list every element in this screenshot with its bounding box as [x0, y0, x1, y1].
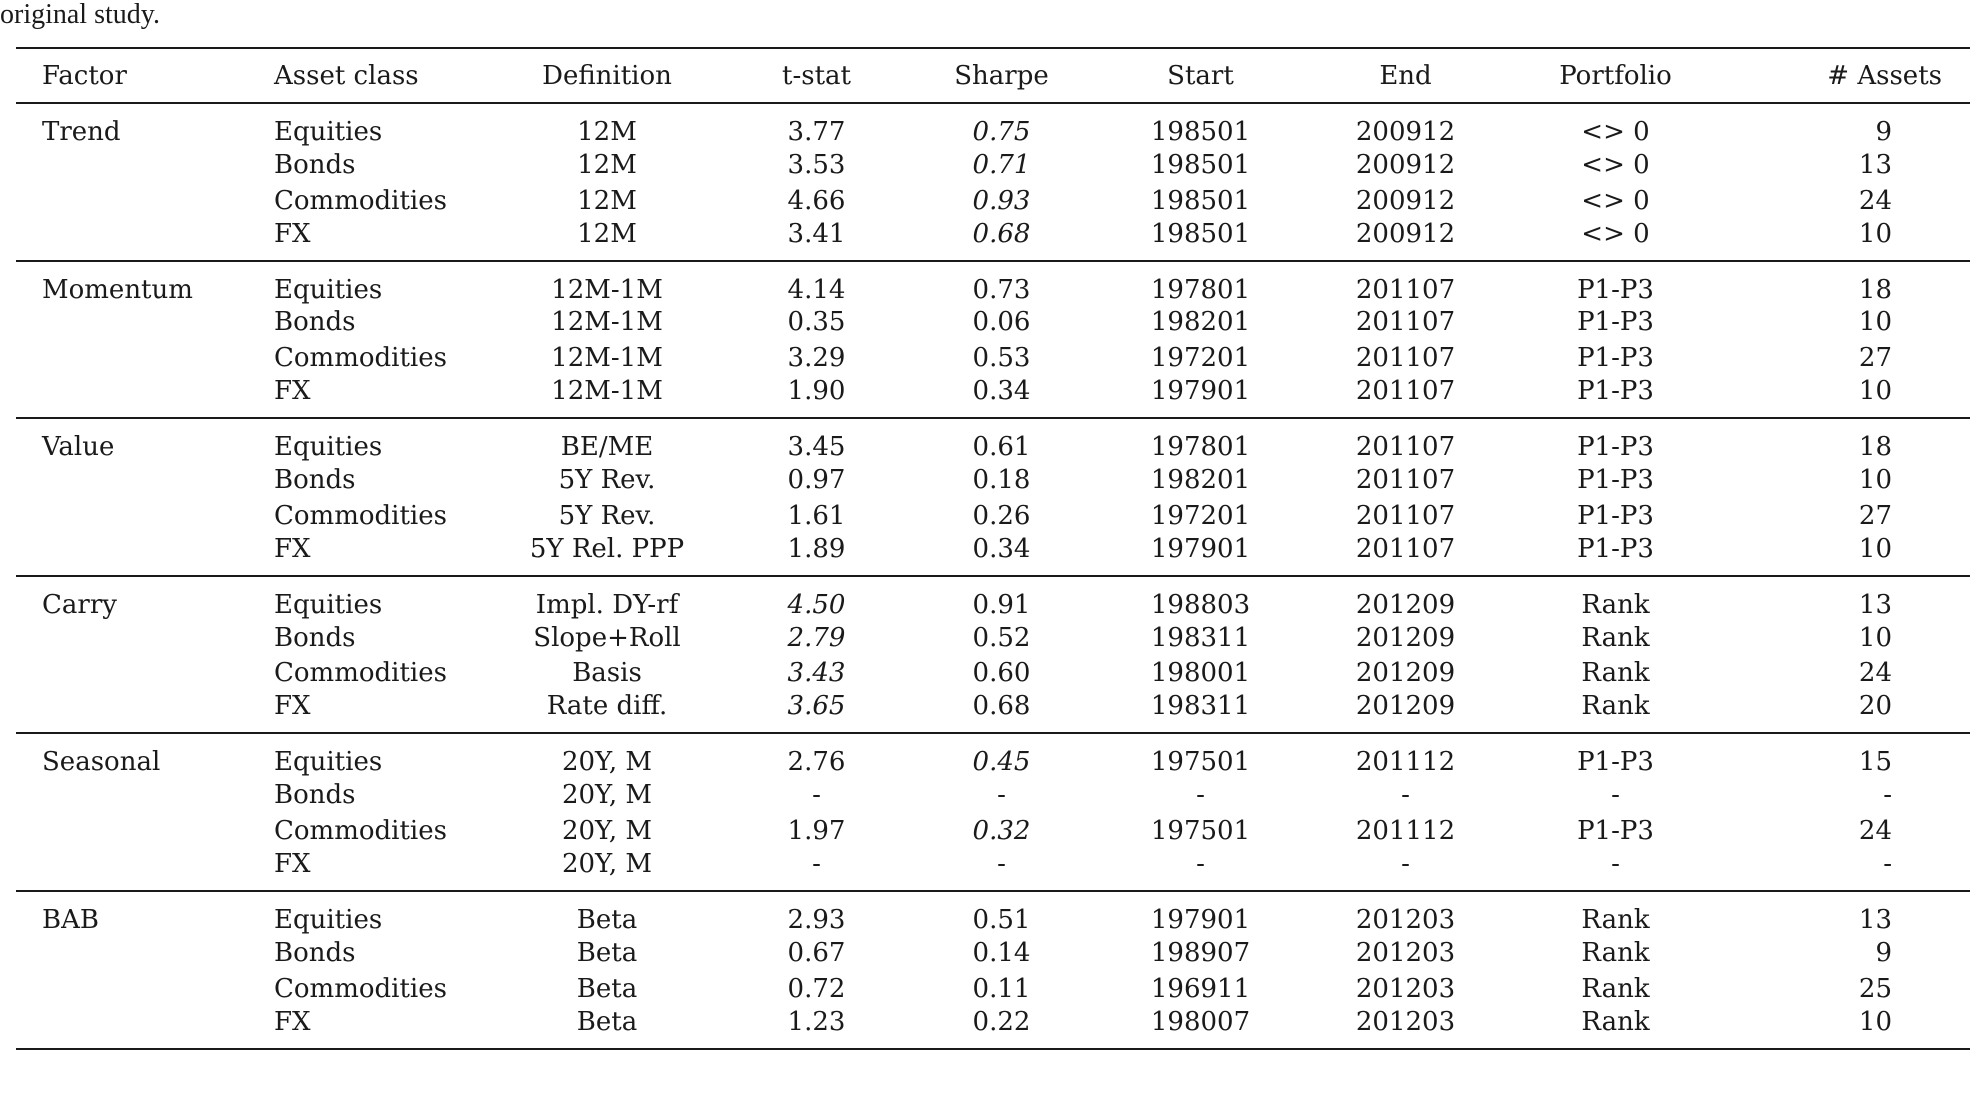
num-assets-cell: 27 [1858, 500, 1892, 531]
table-row [16, 971, 1970, 1007]
start-cell: 198803 [1150, 589, 1251, 620]
end-cell: 201203 [1355, 904, 1456, 935]
table-row [16, 340, 1970, 376]
sharpe-cell: 0.73 [972, 274, 1031, 305]
factor-cell [16, 971, 274, 1007]
portfolio-cell: Rank [1581, 622, 1650, 653]
start-cell: 197801 [1150, 274, 1251, 305]
t-stat-cell: 3.53 [787, 149, 846, 180]
start-cell: 197501 [1150, 747, 1251, 778]
asset-class-cell: FX [274, 1007, 500, 1049]
definition-cell: Beta [500, 1007, 714, 1049]
start-cell: 198907 [1150, 937, 1251, 968]
sharpe-cell: 0.18 [972, 465, 1031, 496]
end-cell: 201107 [1317, 534, 1494, 576]
sharpe-cell: - [997, 780, 1006, 811]
portfolio-cell: P1-P3 [1577, 816, 1654, 847]
sharpe-cell: 0.91 [972, 589, 1031, 620]
table-row [16, 147, 1970, 183]
definition-cell: Slope+Roll [533, 622, 681, 653]
table-caption: original study. [0, 0, 160, 30]
header-t-stat: t-stat [714, 48, 919, 103]
start-cell: 198501 [1150, 117, 1251, 147]
asset-class-cell: Equities [274, 589, 383, 620]
sharpe-cell: 0.32 [972, 816, 1031, 847]
num-assets-cell: 24 [1858, 658, 1892, 689]
num-assets-cell: 13 [1858, 589, 1892, 620]
sharpe-cell: 0.45 [972, 747, 1031, 778]
table-row [16, 498, 1970, 534]
sharpe-cell: - [919, 849, 1084, 891]
t-stat-cell: - [812, 780, 821, 811]
start-cell: 198201 [1150, 465, 1251, 496]
t-stat-cell: 1.89 [714, 534, 919, 576]
table-body [16, 103, 1970, 1049]
factor-cell [16, 849, 274, 891]
sharpe-cell: 0.60 [972, 658, 1031, 689]
asset-class-cell: FX [274, 219, 500, 261]
t-stat-cell: 2.93 [787, 904, 846, 935]
portfolio-cell: P1-P3 [1577, 274, 1654, 305]
portfolio-cell: - [1611, 780, 1620, 811]
t-stat-cell: 0.97 [787, 465, 846, 496]
end-cell: 200912 [1317, 219, 1494, 261]
asset-class-cell: Bonds [274, 780, 356, 811]
asset-class-cell: FX [274, 691, 500, 733]
t-stat-cell: 3.65 [714, 691, 919, 733]
t-stat-cell: 1.97 [787, 816, 846, 847]
num-assets-cell: 24 [1858, 185, 1892, 216]
end-cell: 201209 [1355, 658, 1456, 689]
start-cell: 198311 [1150, 622, 1251, 653]
definition-cell: 12M [577, 185, 637, 216]
definition-cell: 12M-1M [551, 307, 663, 338]
table-header [16, 48, 1970, 103]
end-cell: 201107 [1317, 376, 1494, 418]
portfolio-cell: Rank [1581, 904, 1650, 935]
start-cell: - [1196, 780, 1205, 811]
definition-cell: Rate diff. [500, 691, 714, 733]
num-assets-cell: 10 [1858, 307, 1892, 338]
t-stat-cell: 1.23 [714, 1007, 919, 1049]
header-sharpe: Sharpe [919, 48, 1084, 103]
num-assets-cell: 13 [1858, 904, 1892, 935]
table-row [16, 534, 1970, 576]
start-cell: 198007 [1084, 1007, 1317, 1049]
header-portfolio: Portfolio [1494, 48, 1737, 103]
num-assets-cell: 10 [1737, 534, 1970, 576]
start-cell: 198201 [1150, 307, 1251, 338]
end-cell: 201107 [1355, 432, 1456, 463]
num-assets-cell: 10 [1858, 622, 1892, 653]
end-cell: 201107 [1355, 307, 1456, 338]
definition-cell: 5Y Rev. [558, 500, 656, 531]
asset-class-cell: Commodities [274, 185, 447, 216]
factor-cell [16, 376, 274, 418]
factor-cell [16, 620, 274, 656]
portfolio-cell: P1-P3 [1577, 432, 1654, 463]
num-assets-cell: 18 [1858, 432, 1892, 463]
asset-class-cell: Commodities [274, 658, 447, 689]
definition-cell: 12M-1M [500, 376, 714, 418]
header-row [16, 48, 1970, 103]
t-stat-cell: 0.67 [787, 937, 846, 968]
factor-cell [16, 1007, 274, 1049]
factor-cell [16, 498, 274, 534]
sharpe-cell: 0.06 [972, 307, 1031, 338]
table-row [16, 1007, 1970, 1049]
definition-cell: Impl. DY-rf [535, 589, 679, 620]
t-stat-cell: 1.90 [714, 376, 919, 418]
table-row [16, 691, 1970, 733]
portfolio-cell: P1-P3 [1577, 343, 1654, 374]
num-assets-cell: 9 [1875, 117, 1892, 147]
factor-cell: Value [42, 432, 115, 463]
end-cell: 201107 [1355, 465, 1456, 496]
table-row [16, 620, 1970, 656]
t-stat-cell: 4.14 [787, 274, 846, 305]
start-cell: 198501 [1150, 185, 1251, 216]
sharpe-cell: 0.34 [919, 376, 1084, 418]
num-assets-cell: 18 [1858, 274, 1892, 305]
t-stat-cell: 3.43 [787, 658, 846, 689]
factor-cell [16, 935, 274, 971]
end-cell: 201203 [1355, 937, 1456, 968]
asset-class-cell: Equities [274, 904, 383, 935]
factor-cell [16, 305, 274, 341]
factor-cell: BAB [42, 904, 99, 935]
factor-cell [16, 656, 274, 692]
sharpe-cell: 0.61 [972, 432, 1031, 463]
end-cell: 201203 [1355, 973, 1456, 1004]
factor-cell [16, 691, 274, 733]
portfolio-cell: P1-P3 [1577, 500, 1654, 531]
t-stat-cell: 3.77 [787, 117, 846, 147]
end-cell: - [1317, 849, 1494, 891]
definition-cell: 20Y, M [561, 780, 653, 811]
definition-cell: 12M-1M [551, 274, 663, 305]
start-cell: - [1084, 849, 1317, 891]
sharpe-cell: 0.93 [972, 185, 1031, 216]
start-cell: 198501 [1150, 149, 1251, 180]
portfolio-cell: <> 0 [1494, 219, 1737, 261]
portfolio-cell: P1-P3 [1577, 307, 1654, 338]
table-row [16, 376, 1970, 418]
factor-cell [16, 183, 274, 219]
asset-class-cell: Equities [274, 432, 383, 463]
table-row [16, 777, 1970, 813]
portfolio-cell: <> 0 [1581, 149, 1650, 180]
header-asset-class: Asset class [274, 48, 500, 103]
t-stat-cell: 4.50 [787, 589, 846, 620]
factor-cell [16, 219, 274, 261]
end-cell: 201107 [1355, 500, 1456, 531]
asset-class-cell: Commodities [274, 500, 447, 531]
asset-class-cell: Bonds [274, 149, 356, 180]
asset-class-cell: Bonds [274, 307, 356, 338]
start-cell: 197201 [1150, 343, 1251, 374]
asset-class-cell: FX [274, 534, 500, 576]
end-cell: - [1401, 780, 1410, 811]
table-row [16, 656, 1970, 692]
t-stat-cell: 0.72 [787, 973, 846, 1004]
num-assets-cell: 9 [1875, 937, 1892, 968]
definition-cell: 5Y Rel. PPP [500, 534, 714, 576]
end-cell: 200912 [1355, 185, 1456, 216]
factor-cell [16, 462, 274, 498]
sharpe-cell: 0.53 [972, 343, 1031, 374]
num-assets-cell: 25 [1858, 973, 1892, 1004]
factor-cell [16, 777, 274, 813]
factor-cell [16, 813, 274, 849]
table-row [16, 305, 1970, 341]
definition-cell: 5Y Rev. [558, 465, 656, 496]
definition-cell: 20Y, M [561, 747, 653, 778]
factor-cell: Seasonal [42, 747, 161, 778]
end-cell: 201107 [1355, 343, 1456, 374]
end-cell: 200912 [1355, 117, 1456, 147]
table-row [16, 733, 1970, 777]
table-row [16, 935, 1970, 971]
t-stat-cell: 2.79 [787, 622, 846, 653]
portfolio-cell: P1-P3 [1494, 534, 1737, 576]
sharpe-cell: 0.68 [919, 219, 1084, 261]
t-stat-cell: 2.76 [787, 747, 846, 778]
portfolio-cell: Rank [1581, 973, 1650, 1004]
num-assets-cell: 27 [1858, 343, 1892, 374]
portfolio-cell: Rank [1494, 691, 1737, 733]
asset-class-cell: Commodities [274, 973, 447, 1004]
table-row [16, 462, 1970, 498]
factor-cell [16, 147, 274, 183]
portfolio-cell: Rank [1494, 1007, 1737, 1049]
table-row [16, 261, 1970, 305]
table-row [16, 183, 1970, 219]
end-cell: 201107 [1355, 274, 1456, 305]
sharpe-cell: 0.11 [972, 973, 1031, 1004]
t-stat-cell: 0.35 [787, 307, 846, 338]
header-definition: Definition [500, 48, 714, 103]
start-cell: 197501 [1150, 816, 1251, 847]
factor-cell [16, 534, 274, 576]
factor-results-table [16, 47, 1970, 1050]
asset-class-cell: Bonds [274, 465, 356, 496]
num-assets-cell: 10 [1858, 465, 1892, 496]
end-cell: 201112 [1355, 747, 1456, 778]
factor-cell: Carry [42, 589, 117, 620]
sharpe-cell: 0.52 [972, 622, 1031, 653]
end-cell: 201112 [1355, 816, 1456, 847]
start-cell: 197901 [1084, 534, 1317, 576]
asset-class-cell: FX [274, 376, 500, 418]
header-factor: Factor [16, 48, 274, 103]
factor-cell: Trend [42, 117, 121, 147]
start-cell: 197801 [1150, 432, 1251, 463]
header-end: End [1317, 48, 1494, 103]
portfolio-cell: Rank [1581, 658, 1650, 689]
definition-cell: 12M [500, 219, 714, 261]
definition-cell: Beta [576, 904, 638, 935]
end-cell: 200912 [1355, 149, 1456, 180]
table-row [16, 219, 1970, 261]
sharpe-cell: 0.34 [919, 534, 1084, 576]
definition-cell: 12M [577, 117, 637, 147]
sharpe-cell: 0.71 [972, 149, 1031, 180]
start-cell: 196911 [1150, 973, 1251, 1004]
start-cell: 198001 [1150, 658, 1251, 689]
definition-cell: 20Y, M [561, 816, 653, 847]
definition-cell: BE/ME [560, 432, 654, 463]
asset-class-cell: Equities [274, 274, 383, 305]
asset-class-cell: Equities [274, 747, 383, 778]
sharpe-cell: 0.51 [972, 904, 1031, 935]
t-stat-cell: 4.66 [787, 185, 846, 216]
definition-cell: 12M-1M [551, 343, 663, 374]
num-assets-cell: 13 [1858, 149, 1892, 180]
portfolio-cell: P1-P3 [1577, 465, 1654, 496]
table-row [16, 576, 1970, 620]
portfolio-cell: <> 0 [1581, 185, 1650, 216]
t-stat-cell: - [714, 849, 919, 891]
asset-class-cell: Commodities [274, 343, 447, 374]
end-cell: 201203 [1317, 1007, 1494, 1049]
table-row [16, 103, 1970, 147]
end-cell: 201209 [1317, 691, 1494, 733]
definition-cell: Basis [572, 658, 642, 689]
asset-class-cell: Bonds [274, 937, 356, 968]
num-assets-cell: 10 [1737, 376, 1970, 418]
start-cell: 198311 [1084, 691, 1317, 733]
num-assets-cell: 24 [1858, 816, 1892, 847]
num-assets-cell: - [1883, 780, 1892, 811]
header-num-assets: # Assets [1737, 48, 1970, 103]
start-cell: 198501 [1084, 219, 1317, 261]
end-cell: 201209 [1355, 589, 1456, 620]
header-start: Start [1084, 48, 1317, 103]
portfolio-cell: P1-P3 [1494, 376, 1737, 418]
num-assets-cell: - [1737, 849, 1970, 891]
table-row [16, 418, 1970, 462]
portfolio-cell: P1-P3 [1577, 747, 1654, 778]
portfolio-cell: Rank [1581, 937, 1650, 968]
sharpe-cell: 0.22 [919, 1007, 1084, 1049]
asset-class-cell: Equities [274, 117, 383, 147]
asset-class-cell: FX [274, 849, 500, 891]
sharpe-cell: 0.14 [972, 937, 1031, 968]
portfolio-cell: Rank [1581, 589, 1650, 620]
t-stat-cell: 1.61 [787, 500, 846, 531]
t-stat-cell: 3.29 [787, 343, 846, 374]
table-row [16, 813, 1970, 849]
asset-class-cell: Commodities [274, 816, 447, 847]
t-stat-cell: 3.41 [714, 219, 919, 261]
start-cell: 197901 [1150, 904, 1251, 935]
factor-cell: Momentum [42, 274, 193, 305]
portfolio-cell: - [1494, 849, 1737, 891]
asset-class-cell: Bonds [274, 622, 356, 653]
num-assets-cell: 20 [1737, 691, 1970, 733]
sharpe-cell: 0.75 [972, 117, 1031, 147]
t-stat-cell: 3.45 [787, 432, 846, 463]
sharpe-cell: 0.68 [919, 691, 1084, 733]
definition-cell: Beta [576, 973, 638, 1004]
num-assets-cell: 15 [1858, 747, 1892, 778]
definition-cell: 20Y, M [500, 849, 714, 891]
table-row [16, 891, 1970, 935]
end-cell: 201209 [1355, 622, 1456, 653]
factor-cell [16, 340, 274, 376]
definition-cell: Beta [576, 937, 638, 968]
sharpe-cell: 0.26 [972, 500, 1031, 531]
start-cell: 197201 [1150, 500, 1251, 531]
start-cell: 197901 [1084, 376, 1317, 418]
portfolio-cell: <> 0 [1581, 117, 1650, 147]
num-assets-cell: 10 [1737, 1007, 1970, 1049]
table-row [16, 849, 1970, 891]
definition-cell: 12M [577, 149, 637, 180]
num-assets-cell: 10 [1737, 219, 1970, 261]
